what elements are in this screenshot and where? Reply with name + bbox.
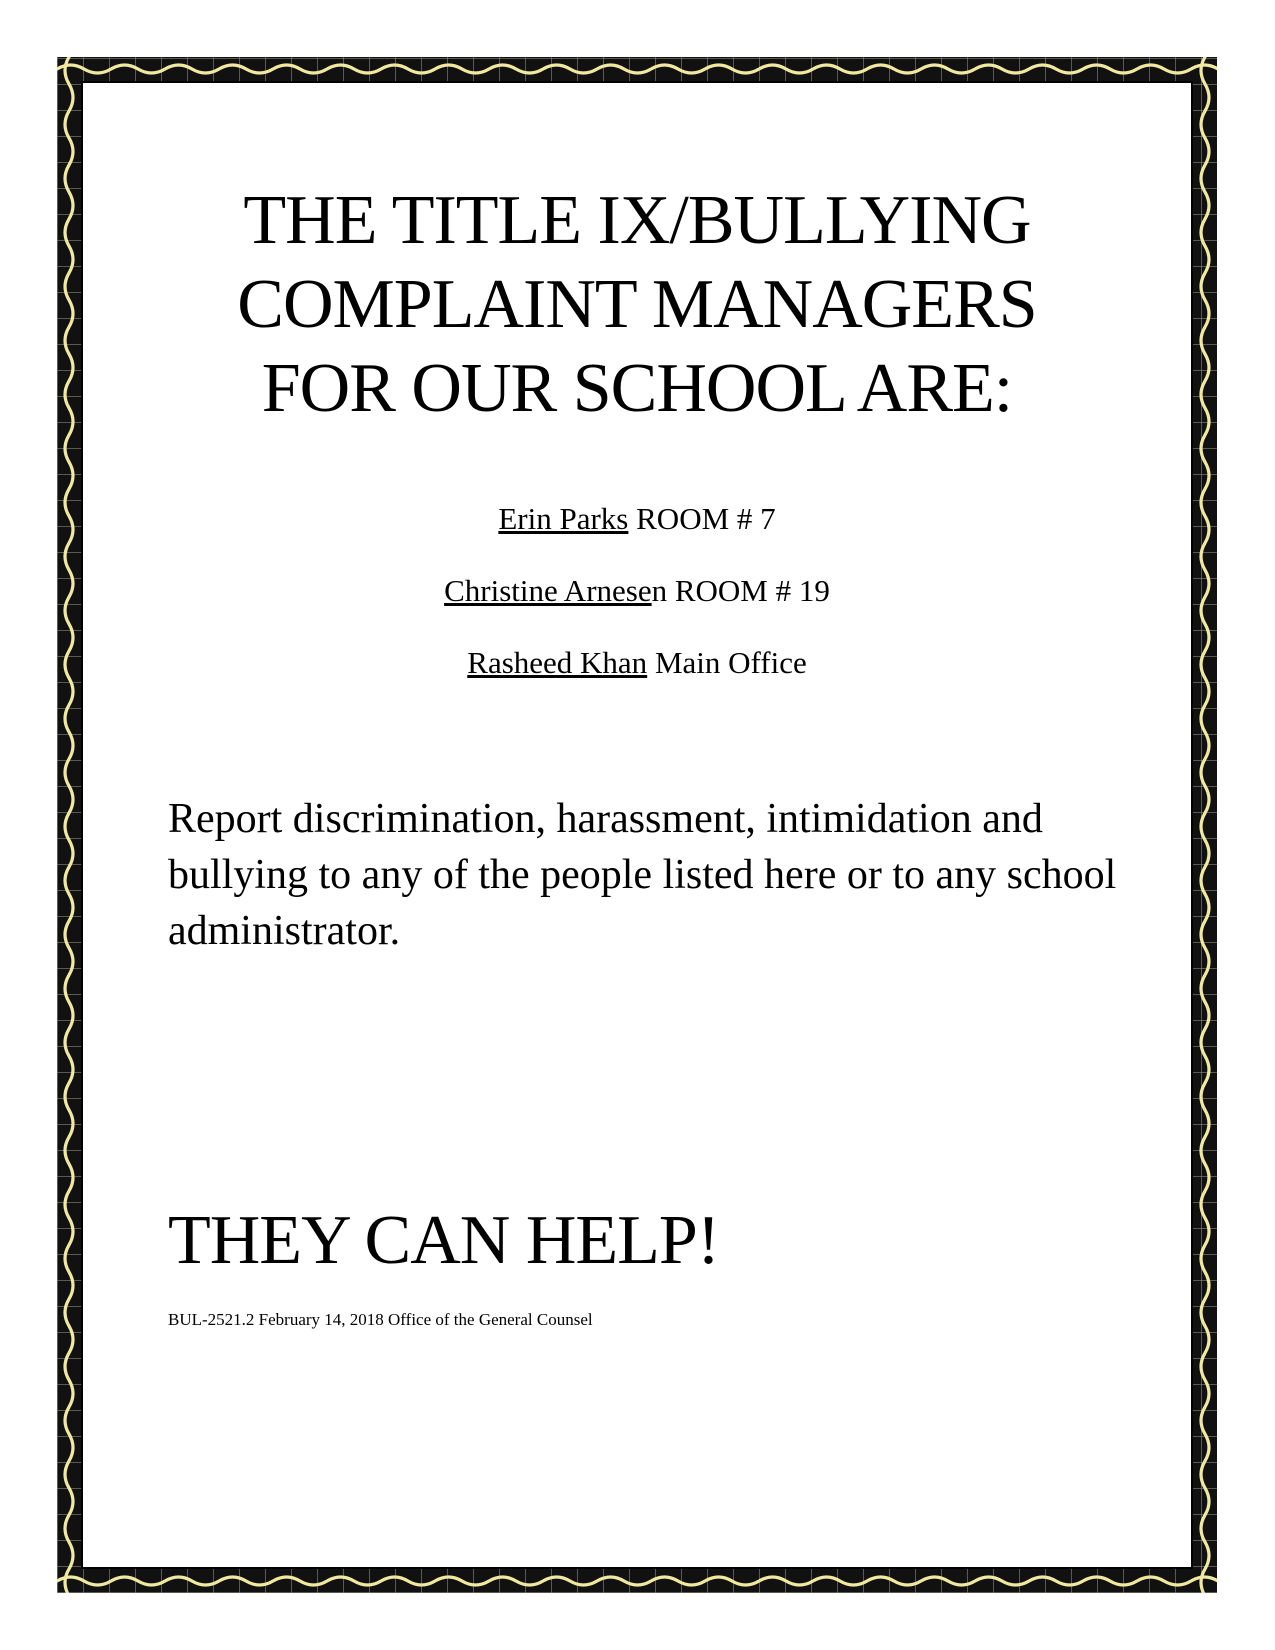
wave-border-bottom-icon (57, 1572, 1217, 1590)
wave-border-top-icon (57, 60, 1217, 78)
bulletin-reference: BUL-2521.2 February 14, 2018 Office of the General Counsel (168, 1310, 593, 1329)
manager-name-suffix: n (651, 573, 668, 608)
manager-location: Main Office (647, 645, 807, 680)
heading-line-3: FOR OUR SCHOOL ARE: (261, 350, 1013, 427)
report-instructions: Report discrimination, harassment, intimidation and bullying to any of the people listed here or to any school administrator. (168, 796, 1117, 954)
complaint-managers-list (83, 501, 1191, 717)
heading-line-1: THE TITLE IX/BULLYING (243, 182, 1031, 259)
manager-entry (83, 645, 1191, 681)
help-callout: THEY CAN HELP! (168, 1202, 720, 1279)
poster-content (81, 81, 1193, 1569)
poster-heading (83, 179, 1191, 431)
manager-location: ROOM # 7 (628, 501, 776, 536)
wave-border-right-icon (1196, 57, 1214, 1593)
heading-line-2: COMPLAINT MANAGERS (237, 266, 1037, 343)
manager-name: Christine Arnese (444, 573, 652, 608)
manager-name: Erin Parks (498, 501, 629, 536)
manager-entry (83, 501, 1191, 537)
wave-border-left-icon (60, 57, 78, 1593)
manager-entry (83, 573, 1191, 609)
decorative-border (57, 57, 1217, 1593)
manager-name: Rasheed Khan (467, 645, 648, 680)
manager-location: ROOM # 19 (667, 573, 830, 608)
